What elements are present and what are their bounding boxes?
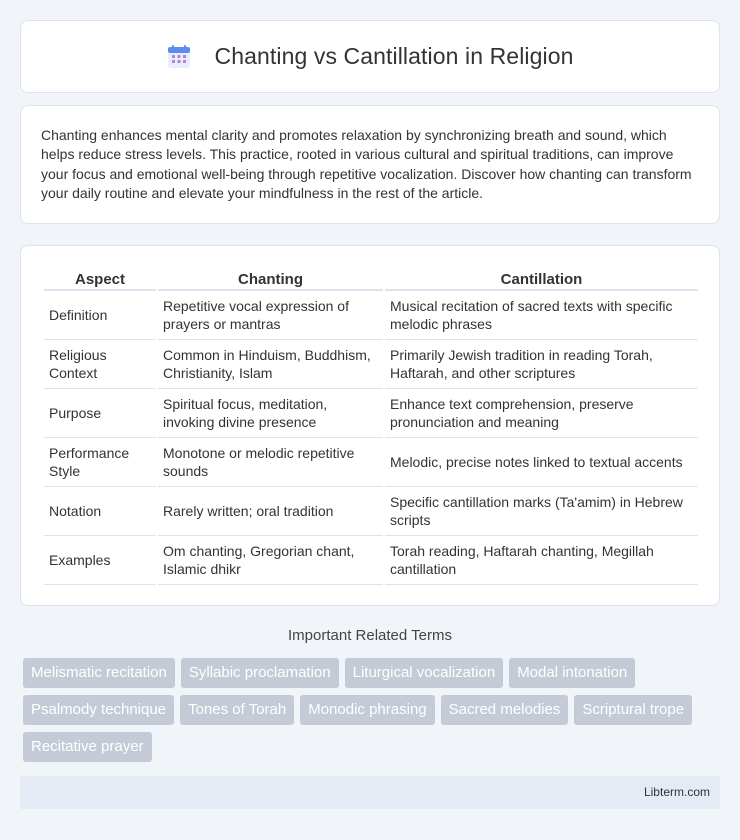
table-cell-aspect: Examples — [44, 536, 156, 585]
table-row — [44, 389, 698, 438]
table-row — [44, 487, 698, 536]
table-cell-aspect: Religious Context — [44, 340, 156, 389]
related-terms-title: Important Related Terms — [288, 627, 452, 644]
term-tag[interactable]: Psalmody technique — [23, 695, 174, 725]
term-tag[interactable]: Recitative prayer — [23, 732, 152, 762]
table-header-row — [44, 266, 698, 291]
footer-site-link[interactable]: Libterm.com — [643, 785, 710, 799]
table-cell-aspect: Performance Style — [44, 438, 156, 487]
table-cell-cantillation: Musical recitation of sacred texts with specific melodic phrases — [385, 291, 698, 340]
intro-card — [20, 105, 720, 224]
table-cell-cantillation: Torah reading, Haftarah chanting, Megillah cantillation — [385, 536, 698, 585]
term-tag[interactable]: Sacred melodies — [441, 695, 569, 725]
comparison-table-card — [20, 245, 720, 606]
table-row — [44, 291, 698, 340]
term-tag[interactable]: Tones of Torah — [180, 695, 294, 725]
term-tag[interactable]: Scriptural trope — [574, 695, 692, 725]
table-cell-cantillation: Specific cantillation marks (Ta'amim) in Hebrew scripts — [385, 487, 698, 536]
table-row — [44, 536, 698, 585]
term-tag[interactable]: Monodic phrasing — [300, 695, 434, 725]
table-row — [44, 438, 698, 487]
table-cell-chanting: Common in Hinduism, Buddhism, Christianity, Islam — [158, 340, 383, 389]
term-tag[interactable]: Liturgical vocalization — [345, 658, 504, 688]
table-header-chanting: Chanting — [158, 266, 383, 291]
table-cell-chanting: Spiritual focus, meditation, invoking divine presence — [158, 389, 383, 438]
table-row — [44, 340, 698, 389]
footer — [20, 776, 720, 809]
table-cell-aspect: Definition — [44, 291, 156, 340]
term-tag[interactable]: Melismatic recitation — [23, 658, 175, 688]
related-terms-list — [23, 658, 703, 762]
calendar-icon — [166, 44, 192, 70]
term-tag[interactable]: Modal intonation — [509, 658, 635, 688]
table-header-aspect: Aspect — [44, 266, 156, 291]
table-cell-aspect: Notation — [44, 487, 156, 536]
page-title: Chanting vs Cantillation in Religion — [214, 43, 574, 69]
table-cell-aspect: Purpose — [44, 389, 156, 438]
table-cell-cantillation: Primarily Jewish tradition in reading Torah, Haftarah, and other scriptures — [385, 340, 698, 389]
table-cell-cantillation: Enhance text comprehension, preserve pronunciation and meaning — [385, 389, 698, 438]
table-cell-chanting: Monotone or melodic repetitive sounds — [158, 438, 383, 487]
intro-text: Chanting enhances mental clarity and promotes relaxation by synchronizing breath and sound, which helps reduce stress levels. This practice, rooted in various cultural and spiritual traditions, can improve your focus and emotional well-being through repetitive vocalization. Discover how chanting can transform your daily routine and elevate your mindfulness in the rest of the article. — [41, 127, 692, 201]
table-cell-cantillation: Melodic, precise notes linked to textual accents — [385, 438, 698, 487]
table-header-cantillation: Cantillation — [385, 266, 698, 291]
comparison-table — [42, 266, 700, 585]
table-cell-chanting: Rarely written; oral tradition — [158, 487, 383, 536]
term-tag[interactable]: Syllabic proclamation — [181, 658, 339, 688]
table-cell-chanting: Om chanting, Gregorian chant, Islamic dhikr — [158, 536, 383, 585]
header-card — [20, 20, 720, 93]
table-cell-chanting: Repetitive vocal expression of prayers or mantras — [158, 291, 383, 340]
